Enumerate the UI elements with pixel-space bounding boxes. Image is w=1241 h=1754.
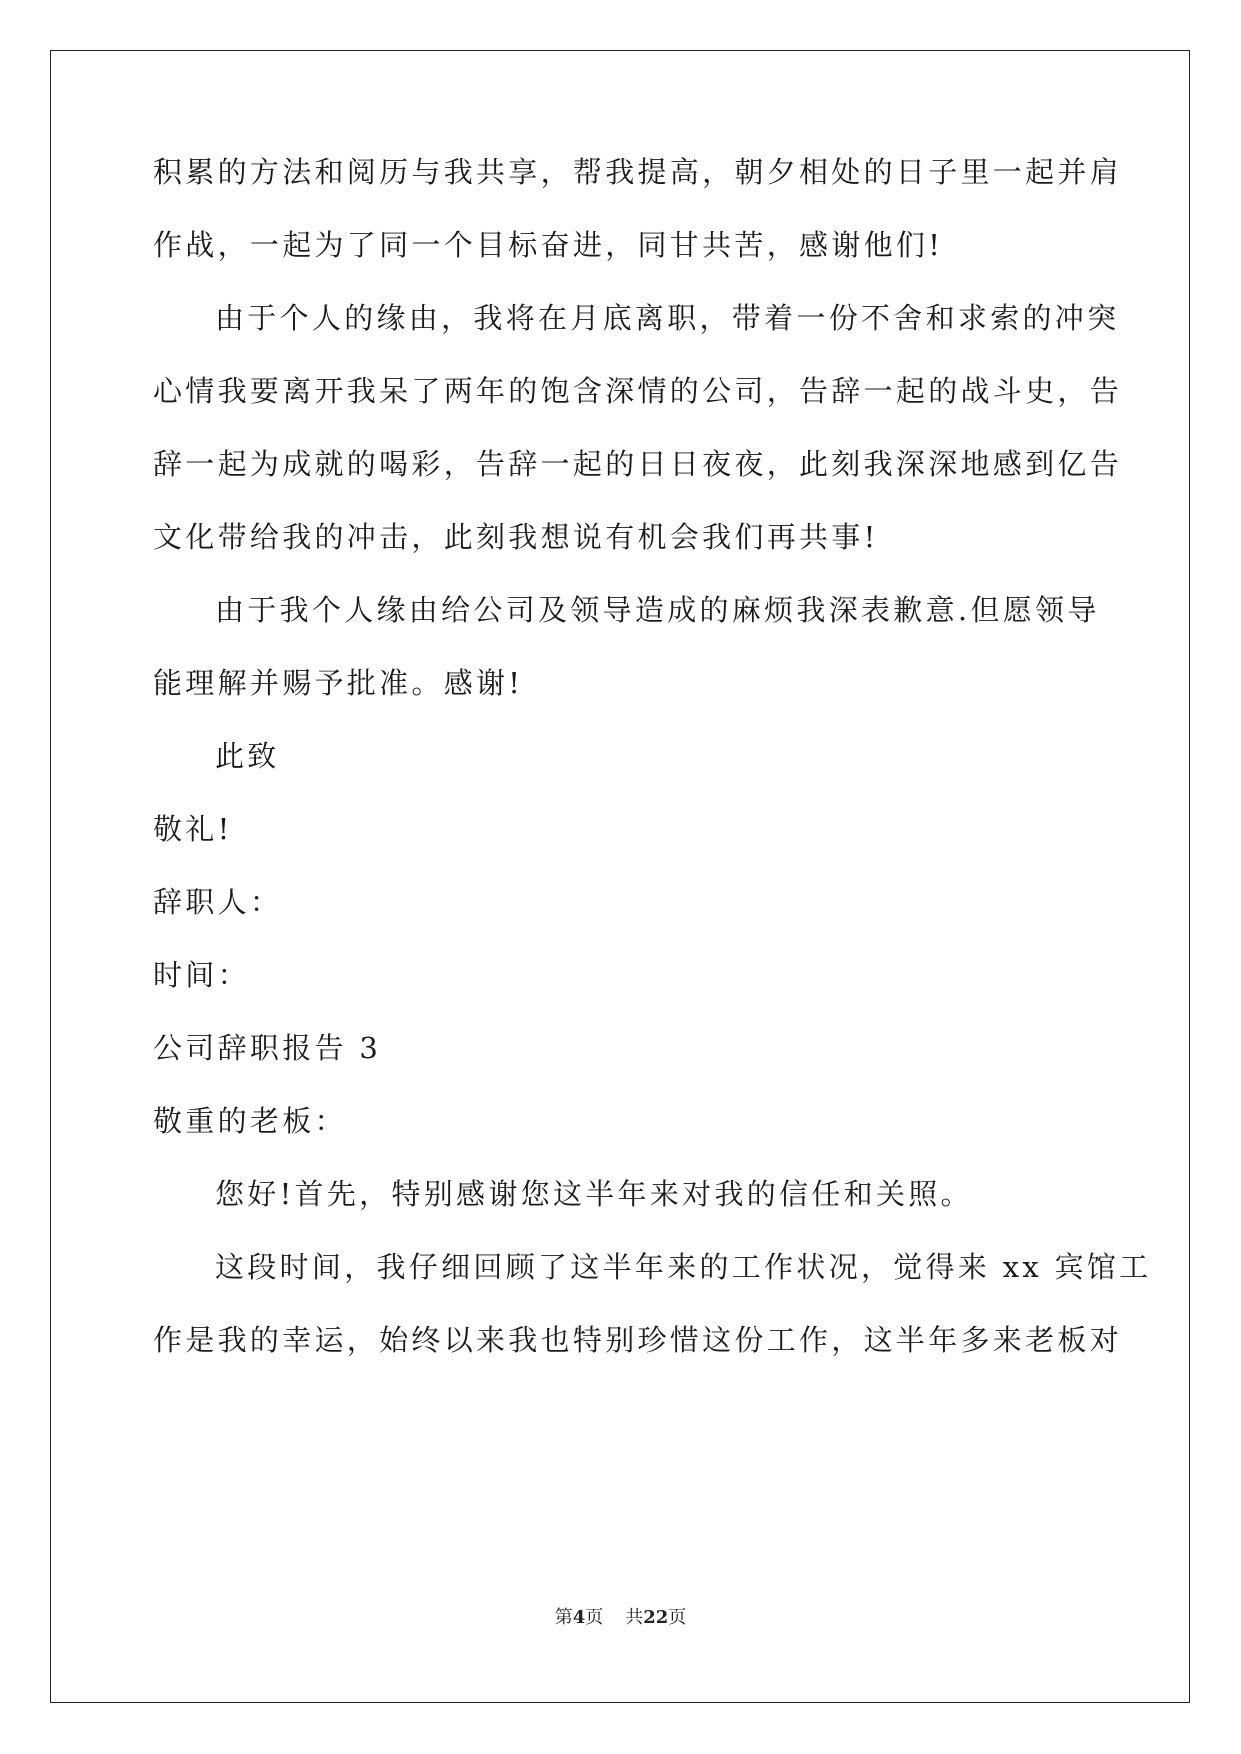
body-line: 您好!首先，特别感谢您这半年来对我的信任和关照。 — [215, 1177, 973, 1211]
body-line: 文化带给我的冲击，此刻我想说有机会我们再共事! — [153, 520, 879, 554]
total-page-count: 22 — [643, 1607, 669, 1628]
date-label: 时间： — [153, 958, 250, 992]
section-title: 公司辞职报告 3 — [153, 1031, 382, 1065]
footer-total-suffix: 页 — [668, 1607, 687, 1628]
body-line: 这段时间，我仔细回顾了这半年来的工作状况，觉得来 xx 宾馆工 — [215, 1250, 1152, 1284]
body-line: 由于我个人缘由给公司及领导造成的麻烦我深表歉意.但愿领导 — [215, 593, 1100, 627]
footer-page-suffix: 页 — [585, 1607, 604, 1628]
current-page-number: 4 — [572, 1607, 586, 1628]
body-line: 积累的方法和阅历与我共享，帮我提高，朝夕相处的日子里一起并肩 — [153, 155, 1123, 189]
salutation-line: 敬礼! — [153, 812, 233, 846]
body-line: 心情我要离开我呆了两年的饱含深情的公司，告辞一起的战斗史，告 — [153, 374, 1123, 408]
body-line: 作战，一起为了同一个目标奋进，同甘共苦，感谢他们! — [153, 228, 944, 262]
closing-line: 此致 — [215, 739, 280, 773]
body-line: 辞一起为成就的喝彩，告辞一起的日日夜夜，此刻我深深地感到亿告 — [153, 447, 1123, 481]
footer-total-prefix: 共 — [625, 1607, 644, 1628]
signer-label: 辞职人： — [153, 885, 283, 919]
body-line: 能理解并赐予批准。感谢! — [153, 666, 524, 700]
page-footer — [0, 1606, 1241, 1630]
body-line: 由于个人的缘由，我将在月底离职，带着一份不舍和求索的冲突 — [215, 301, 1120, 335]
footer-prefix: 第 — [554, 1607, 573, 1628]
body-line: 作是我的幸运，始终以来我也特别珍惜这份工作，这半年多来老板对 — [153, 1323, 1123, 1357]
greeting-line: 敬重的老板： — [153, 1104, 347, 1138]
